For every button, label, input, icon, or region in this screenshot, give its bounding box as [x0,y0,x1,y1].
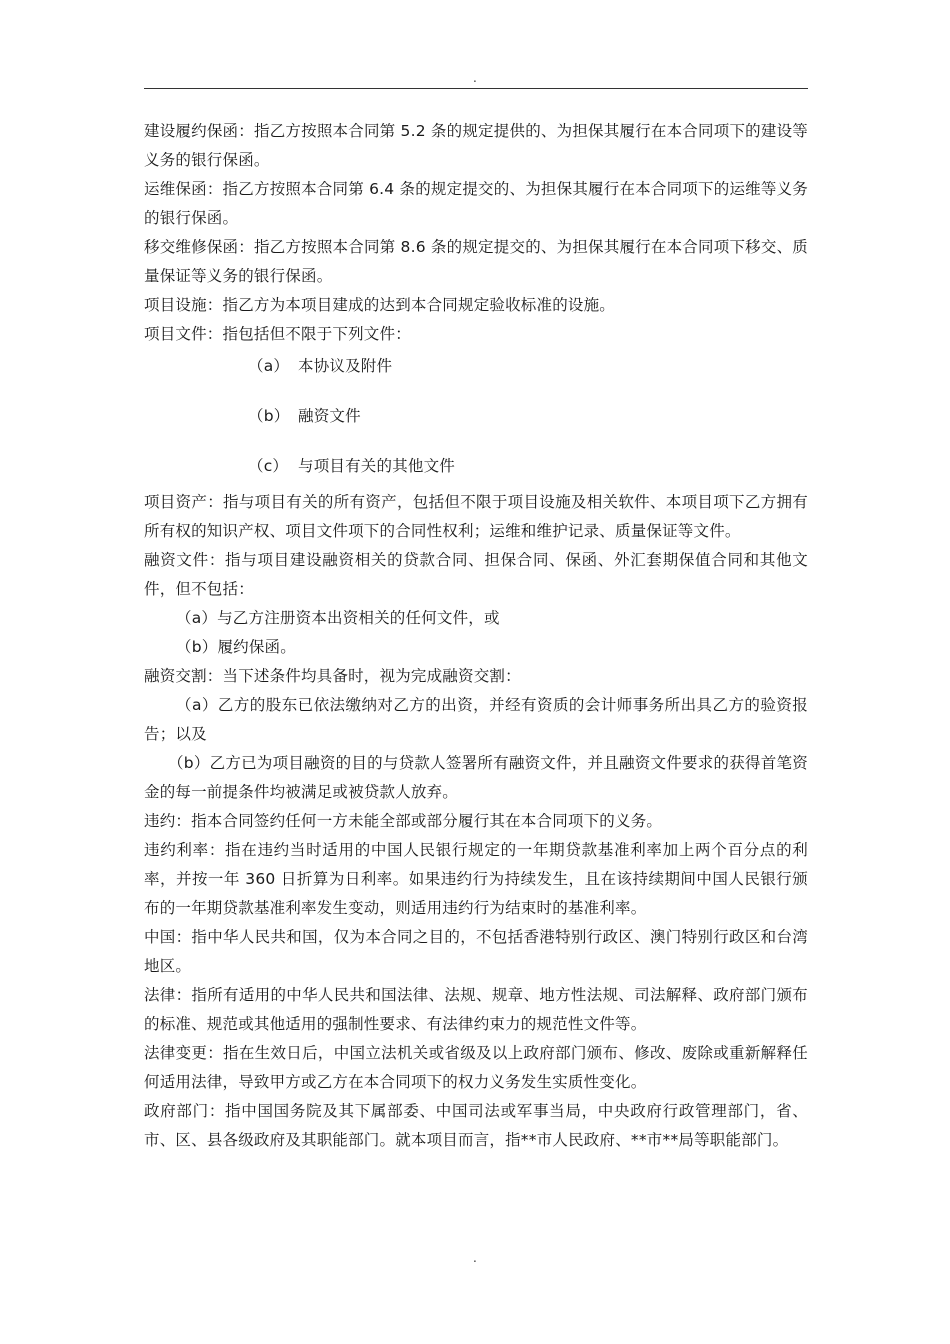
list-item-text: 本协议及附件 [298,357,393,375]
definition-operation-guarantee: 运维保函：指乙方按照本合同第 6.4 条的规定提交的、为担保其履行在本合同项下的运维等义务的银行保函。 [144,180,808,227]
definition-handover-maintenance-guarantee: 移交维修保函：指乙方按照本合同第 8.6 条的规定提交的、为担保其履行在本合同项下移交、质量保证等义务的银行保函。 [144,238,808,285]
list-item [144,452,808,481]
definition-government-department: 政府部门：指中国国务院及其下属部委、中国司法或军事当局，中央政府行政管理部门，省、市、区、县各级政府及其职能部门。就本项目而言，指**市人民政府、**市**局等职能部门。 [144,1102,808,1149]
list-marker: （c） [248,457,289,475]
list-item-text: 与项目有关的其他文件 [298,457,456,475]
header-dot: . [473,71,477,85]
header-rule [144,88,808,89]
list-item [144,352,808,381]
definition-financing-documents: 融资文件：指与项目建设融资相关的贷款合同、担保合同、保函、外汇套期保值合同和其他文件，但不包括： [144,551,808,598]
financial-close-condition-a: （a）乙方的股东已依法缴纳对乙方的出资，并经有资质的会计师事务所出具乙方的验资报告；以及 [144,696,808,743]
list-marker: （b） [248,407,290,425]
definition-financial-close: 融资交割：当下述条件均具备时，视为完成融资交割： [144,667,521,685]
list-item-text: 融资文件 [298,407,361,425]
definition-construction-performance-guarantee: 建设履约保函：指乙方按照本合同第 5.2 条的规定提供的、为担保其履行在本合同项下的建设等义务的银行保函。 [144,122,808,169]
definition-china: 中国：指中华人民共和国，仅为本合同之目的，不包括香港特别行政区、澳门特别行政区和台湾地区。 [144,928,808,975]
definition-project-facilities: 项目设施：指乙方为本项目建成的达到本合同规定验收标准的设施。 [144,296,616,314]
definition-project-assets: 项目资产：指与项目有关的所有资产，包括但不限于项目设施及相关软件、本项目项下乙方拥有所有权的知识产权、项目文件项下的合同性权利；运维和维护记录、质量保证等文件。 [144,493,808,540]
financing-exclusion-a: （a）与乙方注册资本出资相关的任何文件，或 [176,609,500,627]
definition-change-in-law: 法律变更：指在生效日后，中国立法机关或省级及以上政府部门颁布、修改、废除或重新解释任何适用法律，导致甲方或乙方在本合同项下的权力义务发生实质性变化。 [144,1044,808,1091]
list-item [144,402,808,431]
list-marker: （a） [248,357,290,375]
document-body [144,117,808,1155]
financing-exclusion-b: （b）履约保函。 [176,638,296,656]
definition-default-interest-rate: 违约利率：指在违约当时适用的中国人民银行规定的一年期贷款基准利率加上两个百分点的利率，并按一年 360 日折算为日利率。如果违约行为持续发生，且在该持续期间中国人民银行颁布的一年期贷款基准利率发生变动，则适用违约行为结束时的基准利率。 [144,841,808,917]
footer-dot: . [473,1251,477,1265]
financial-close-condition-b: （b）乙方已为项目融资的目的与贷款人签署所有融资文件，并且融资文件要求的获得首笔资金的每一前提条件均被满足或被贷款人放弃。 [144,754,808,801]
definition-law: 法律：指所有适用的中华人民共和国法律、法规、规章、地方性法规、司法解释、政府部门颁布的标准、规范或其他适用的强制性要求、有法律约束力的规范性文件等。 [144,986,808,1033]
definition-default: 违约：指本合同签约任何一方未能全部或部分履行其在本合同项下的义务。 [144,812,663,830]
definition-project-documents: 项目文件：指包括但不限于下列文件： [144,325,411,343]
